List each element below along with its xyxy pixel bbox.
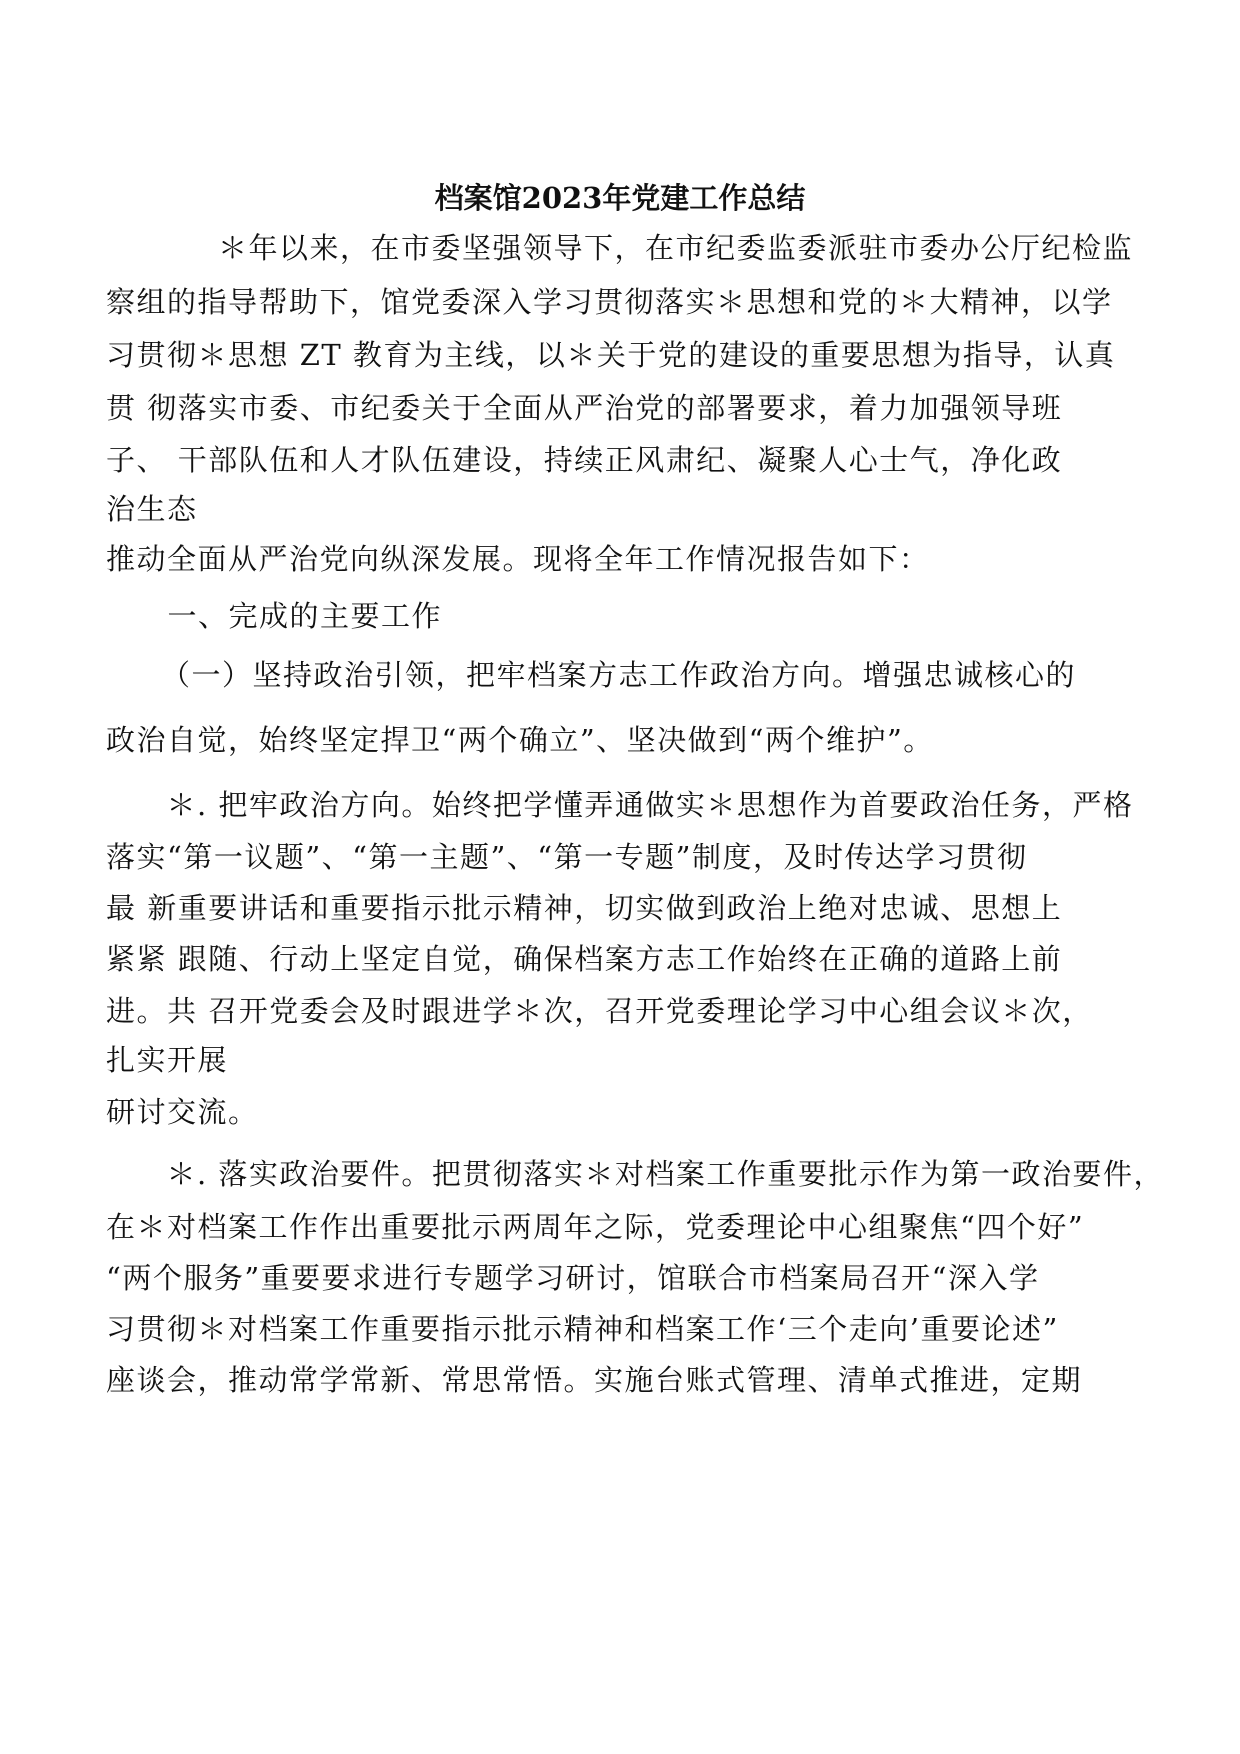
body-line: 治生态	[106, 492, 198, 526]
body-line: 察组的指导帮助下，馆党委深入学习贯彻落实＊思想和党的＊大精神，以学	[106, 285, 1113, 319]
body-line: “两个服务”重要要求进行专题学习研讨，馆联合市档案局召开“深入学	[106, 1261, 1040, 1295]
body-line: 习贯彻＊对档案工作重要指示批示精神和档案工作‘三个走向’重要论述”	[106, 1312, 1059, 1346]
body-line: 在＊对档案工作作出重要批示两周年之际，党委理论中心组聚焦“四个好”	[106, 1210, 1085, 1244]
body-line: 贯 彻落实市委、市纪委关于全面从严治党的部署要求，着力加强领导班	[106, 391, 1063, 425]
body-line: 子、 干部队伍和人才队伍建设，持续正风肃纪、凝聚人心士气，净化政	[106, 443, 1063, 477]
body-line: 政治自觉，始终坚定捍卫“两个确立”、坚决做到“两个维护”。	[106, 723, 934, 757]
document-title: 档案馆2023年党建工作总结	[434, 181, 806, 215]
body-line: 习贯彻＊思想 ZT 教育为主线，以＊关于党的建设的重要思想为指导，认真	[106, 338, 1116, 372]
body-line: 紧紧 跟随、行动上坚定自觉，确保档案方志工作始终在正确的道路上前	[106, 942, 1063, 976]
body-line: 推动全面从严治党向纵深发展。现将全年工作情况报告如下：	[106, 542, 930, 576]
subsection-heading: （一）坚持政治引领，把牢档案方志工作政治方向。增强忠诚核心的	[145, 658, 1077, 692]
body-line: ＊. 把牢政治方向。始终把学懂弄通做实＊思想作为首要政治任务，严格	[136, 788, 1134, 822]
body-line: 座谈会，推动常学常新、常思常悟。实施台账式管理、清单式推进，定期	[106, 1363, 1083, 1397]
section-heading: 一、完成的主要工作	[137, 599, 443, 633]
body-line: ＊. 落实政治要件。把贯彻落实＊对档案工作重要批示作为第一政治要件，	[136, 1157, 1164, 1191]
body-line: ＊年以来，在市委坚强领导下，在市纪委监委派驻市委办公厅纪检监	[157, 231, 1134, 265]
body-line: 研讨交流。	[106, 1095, 259, 1129]
body-line: 扎实开展	[106, 1043, 229, 1077]
body-line: 落实“第一议题”、“第一主题”、“第一专题”制度，及时传达学习贯彻	[106, 840, 1028, 874]
body-line: 进。共 召开党委会及时跟进学＊次，召开党委理论学习中心组会议＊次，	[106, 994, 1093, 1028]
body-line: 最 新重要讲话和重要指示批示精神，切实做到政治上绝对忠诚、思想上	[106, 891, 1063, 925]
